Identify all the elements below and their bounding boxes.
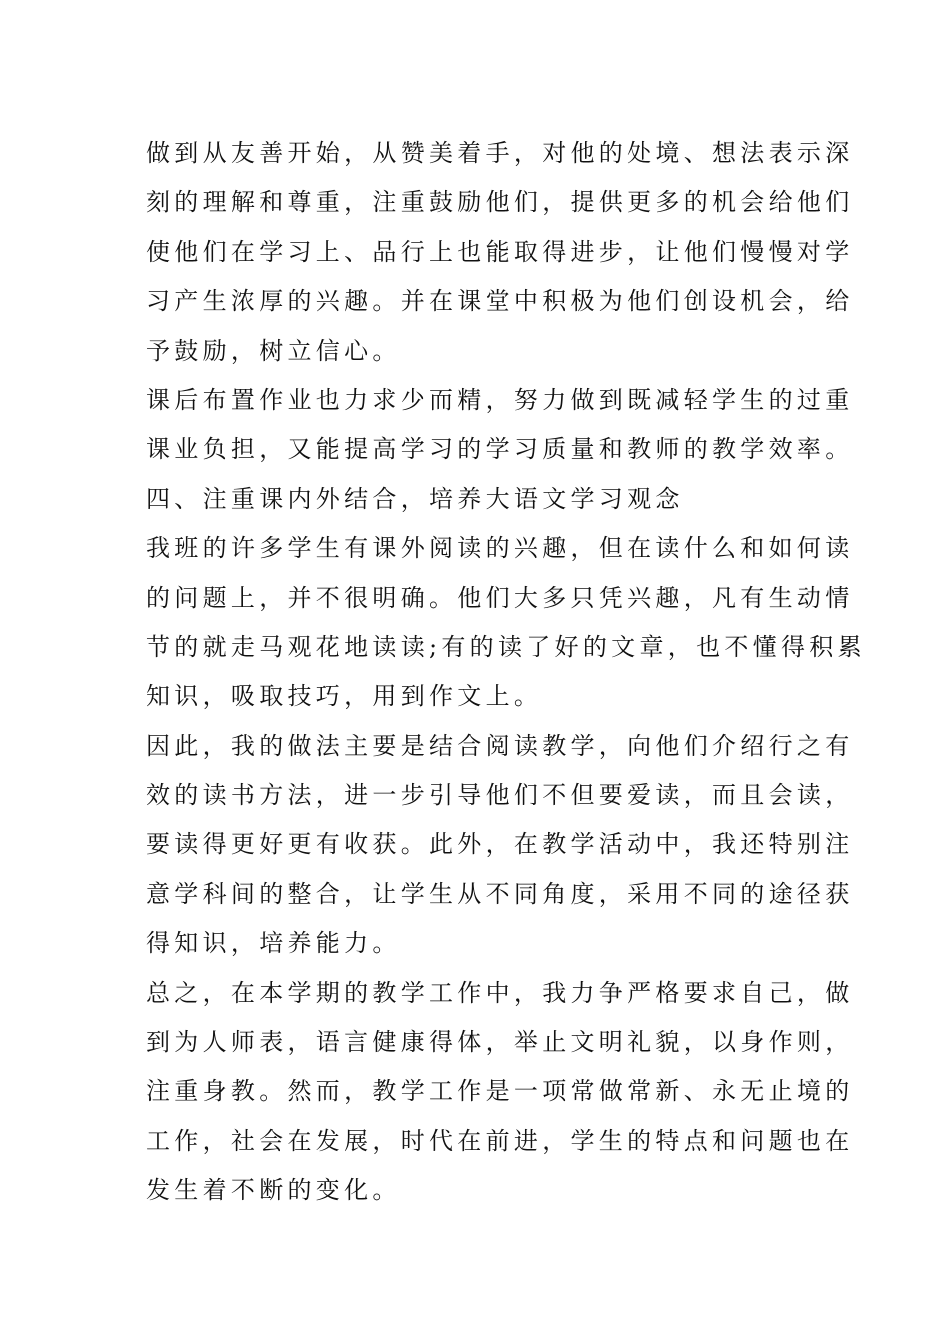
paragraph-encouragement [146, 129, 854, 376]
heading-line: 四、注重课内外结合，培养大语文学习观念 [146, 484, 684, 513]
paragraph-conclusion [146, 969, 854, 1216]
paragraph-reading-interest [146, 524, 866, 722]
text-line: 因此，我的做法主要是结合阅读教学，向他们介绍行之有 [146, 731, 854, 760]
text-line: 意学科间的整合，让学生从不同角度，采用不同的途径获 [146, 879, 854, 908]
text-line: 注重身教。然而，教学工作是一项常做常新、永无止境的 [146, 1077, 854, 1106]
document-body [146, 129, 866, 1216]
text-line: 到为人师表，语言健康得体，举止文明礼貌，以身作则， [146, 1028, 854, 1057]
text-line: 要读得更好更有收获。此外，在教学活动中，我还特别注 [146, 830, 854, 859]
text-line: 发生着不断的变化。 [146, 1176, 401, 1205]
text-line: 工作，社会在发展，时代在前进，学生的特点和问题也在 [146, 1126, 854, 1155]
text-line: 效的读书方法，进一步引导他们不但要爱读，而且会读， [146, 781, 854, 810]
text-line: 刻的理解和尊重，注重鼓励他们，提供更多的机会给他们 [146, 188, 854, 217]
text-line: 课业负担，又能提高学习的学习质量和教师的教学效率。 [146, 435, 854, 464]
text-line: 我班的许多学生有课外阅读的兴趣，但在读什么和如何读 [146, 534, 854, 563]
text-line: 习产生浓厚的兴趣。并在课堂中积极为他们创设机会，给 [146, 287, 854, 316]
text-line: 的问题上，并不很明确。他们大多只凭兴趣，凡有生动情 [146, 583, 854, 612]
paragraph-homework [146, 376, 854, 475]
text-line: 知识，吸取技巧，用到作文上。 [146, 682, 543, 711]
paragraph-method [146, 722, 854, 969]
text-line: 总之，在本学期的教学工作中，我力争严格要求自己，做 [146, 978, 854, 1007]
text-line: 使他们在学习上、品行上也能取得进步，让他们慢慢对学 [146, 237, 854, 266]
section-heading [146, 475, 810, 524]
text-line: 得知识，培养能力。 [146, 929, 401, 958]
text-line: 课后布置作业也力求少而精，努力做到既减轻学生的过重 [146, 385, 854, 414]
text-line: 做到从友善开始，从赞美着手，对他的处境、想法表示深 [146, 139, 854, 167]
text-line: 予鼓励，树立信心。 [146, 336, 401, 365]
text-line: 节的就走马观花地读读;有的读了好的文章，也不懂得积累 [146, 632, 866, 661]
